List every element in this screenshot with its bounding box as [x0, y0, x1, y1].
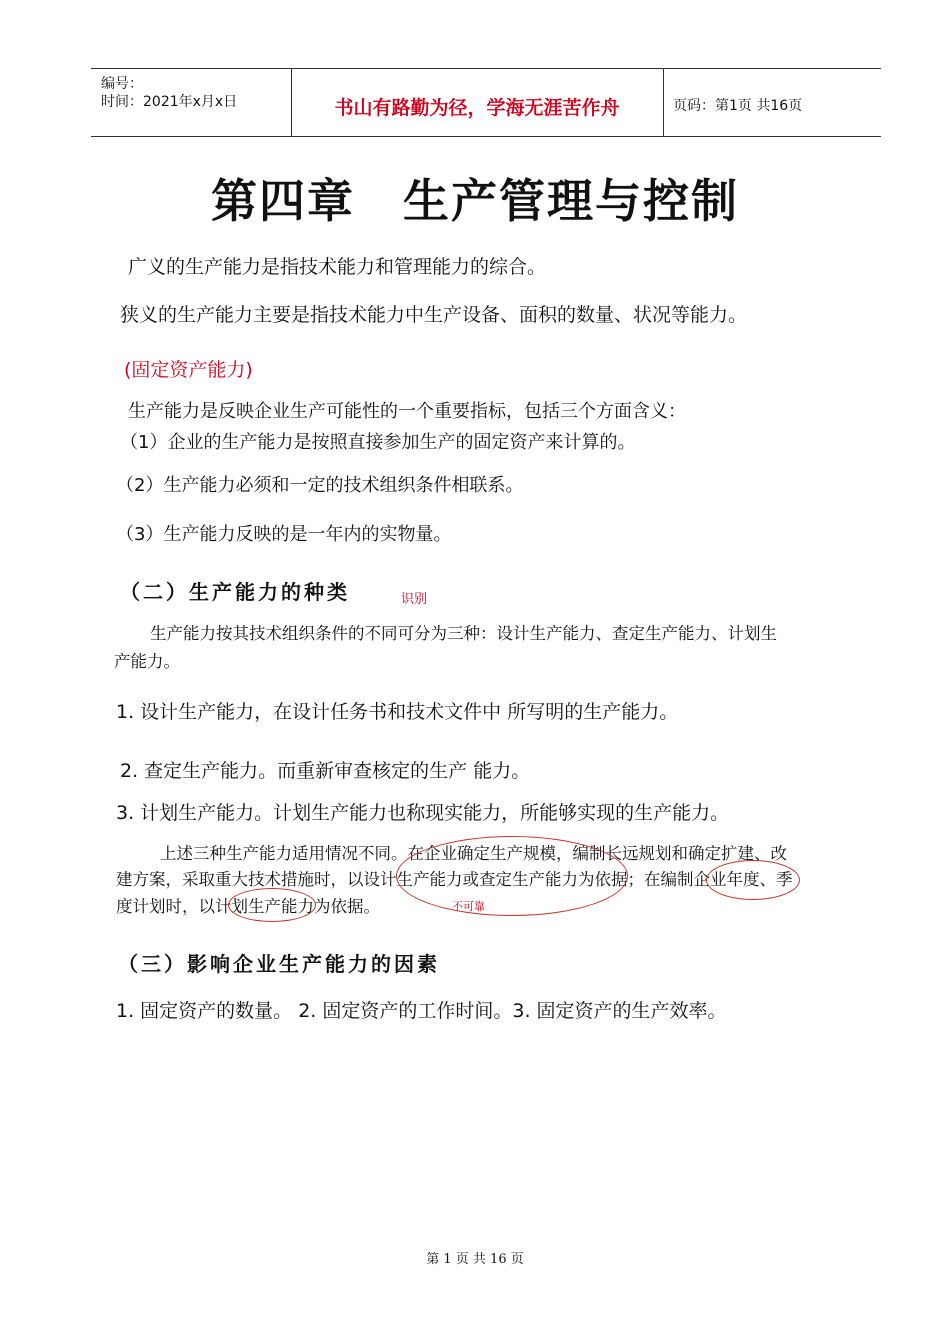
annotation-ellipse-design-capacity	[396, 836, 628, 916]
motto: 书山有路勤为径，学海无涯苦作舟	[334, 97, 620, 119]
fixed-asset-note: (固定资产能力)	[124, 359, 253, 381]
header-motto-cell	[291, 69, 664, 136]
time-label: 时间：2021年x月x日	[101, 94, 238, 110]
annotation-ellipse-planned-capacity	[228, 888, 316, 922]
header-info-cell	[91, 69, 292, 136]
broad-definition: 广义的生产能力是指技术能力和管理能力的综合。	[128, 256, 547, 278]
factors-line: 1. 固定资产的数量。 2. 固定资产的工作时间。3. 固定资产的生产效率。	[116, 1000, 727, 1022]
types-intro-line2: 产能力。	[114, 652, 180, 671]
page-info: 页码：第1页 共16页	[673, 98, 803, 114]
type-item-1: 1. 设计生产能力，在设计任务书和技术文件中 所写明的生产能力。	[116, 701, 679, 723]
usage-line2: 建方案，采取重大技术措施时，以设计生产能力或查定生产能力为依据；在编制企业年度、季	[116, 870, 793, 889]
page-footer: 第 1 页 共 16 页	[426, 1252, 524, 1267]
type-item-2: 2. 查定生产能力。而重新审查核定的生产 能力。	[120, 760, 531, 782]
annotation-ellipse-annual-plan	[706, 860, 800, 900]
header-table	[91, 68, 881, 137]
meaning-1: （1）企业的生产能力是按照直接参加生产的固定资产来计算的。	[120, 432, 636, 453]
narrow-definition: 狭义的生产能力主要是指技术能力中生产设备、面积的数量、状况等能力。	[120, 304, 748, 326]
section-2-heading: （二）生产能力的种类	[120, 580, 350, 604]
number-label: 编号：	[101, 76, 143, 92]
annotation-unreliable: 不可靠	[452, 900, 485, 913]
header-page-cell	[663, 69, 881, 136]
definition-intro: 生产能力是反映企业生产可能性的一个重要指标，包括三个方面含义：	[128, 401, 686, 422]
section-3-heading: （三）影响企业生产能力的因素	[118, 952, 440, 976]
meaning-3: （3）生产能力反映的是一年内的实物量。	[116, 524, 452, 545]
usage-line3: 度计划时，以计划生产能力为依据。	[116, 897, 380, 916]
chapter-title: 第四章 生产管理与控制	[211, 174, 739, 228]
meaning-2: （2）生产能力必须和一定的技术组织条件相联系。	[116, 475, 524, 496]
annotation-identify: 识别	[401, 592, 428, 607]
types-intro-line1: 生产能力按其技术组织条件的不同可分为三种：设计生产能力、查定生产能力、计划生	[150, 624, 777, 643]
type-item-3: 3. 计划生产能力。计划生产能力也称现实能力，所能够实现的生产能力。	[116, 802, 730, 824]
usage-line1: 上述三种生产能力适用情况不同。在企业确定生产规模，编制长远规划和确定扩建、改	[160, 844, 787, 863]
